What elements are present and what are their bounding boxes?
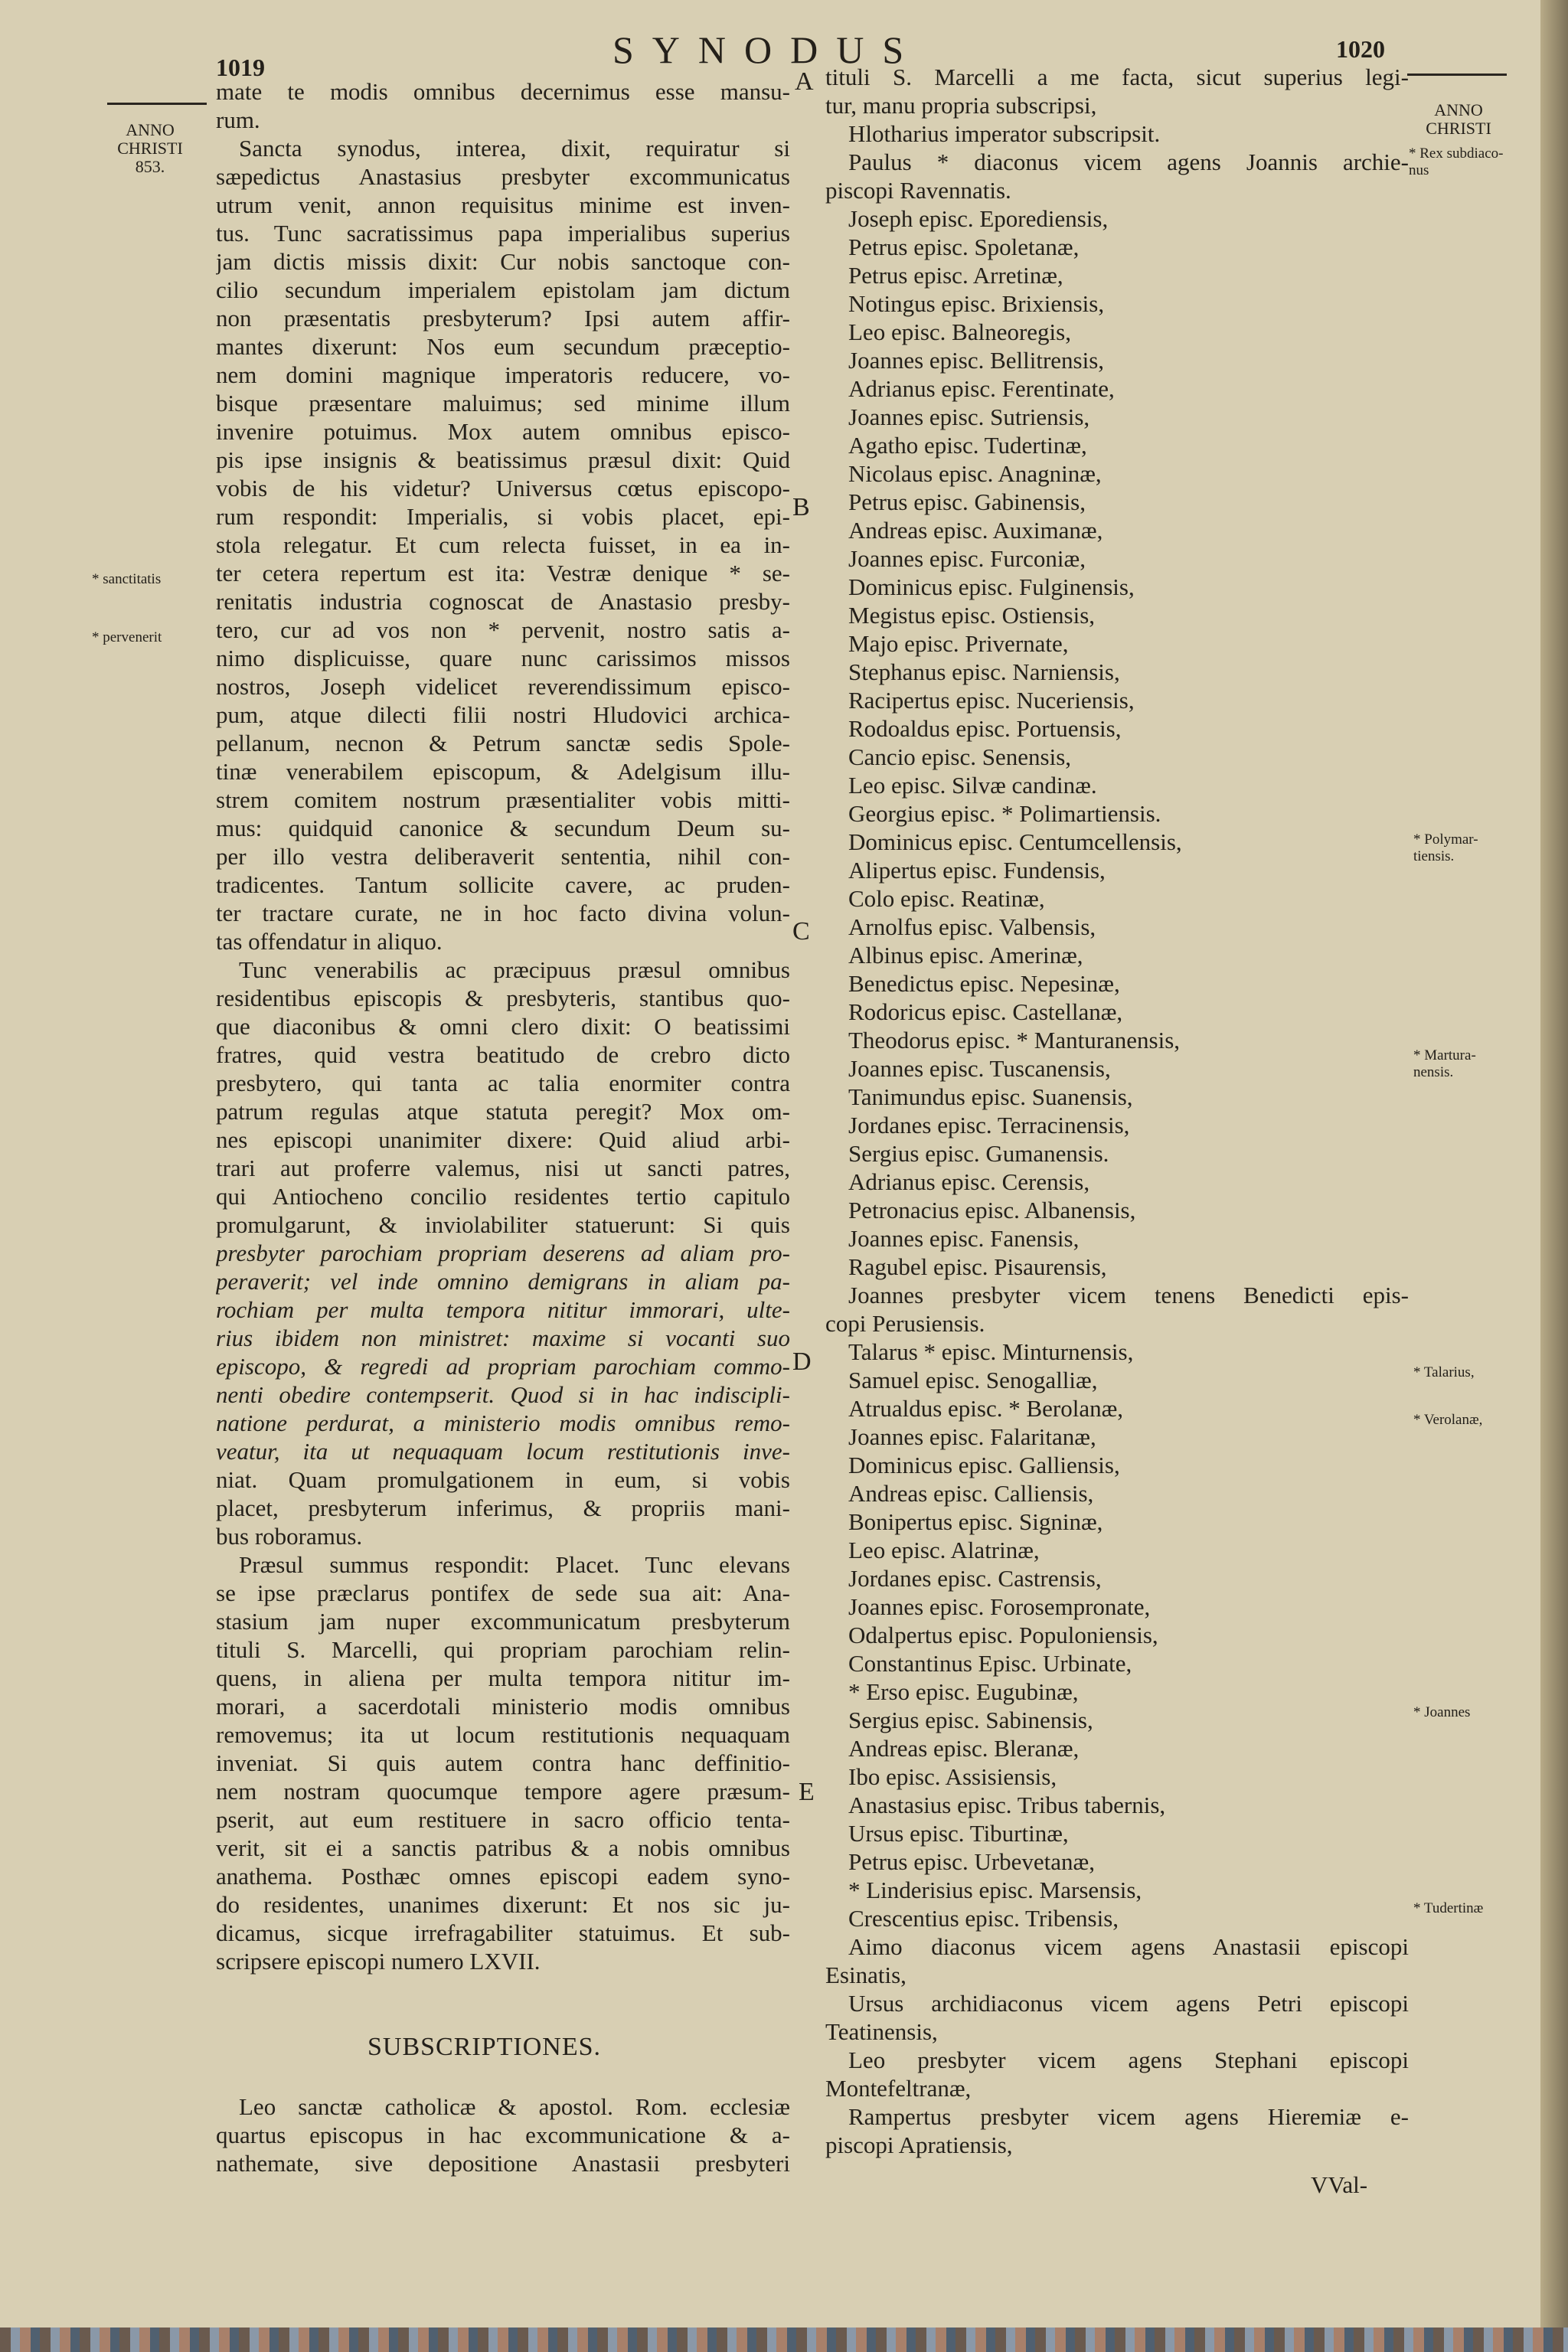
section-mark: E bbox=[799, 1778, 815, 1806]
text-line: piscopi Ravennatis. bbox=[825, 177, 1011, 204]
text-line: mate te modis omnibus decernimus esse mansu- bbox=[216, 78, 790, 105]
text-line: Joseph episc. Eporediensis, bbox=[848, 205, 1109, 232]
text-line: piscopi Apratiensis, bbox=[825, 2132, 1013, 2158]
text-line: non præsentatis presbyterum? Ipsi autem affir- bbox=[216, 305, 790, 332]
text-line: episcopo, & regredi ad propriam parochiam commo- bbox=[216, 1353, 790, 1380]
text-line: Joannes episc. Fanensis, bbox=[848, 1225, 1080, 1252]
section-mark: A bbox=[795, 67, 814, 96]
text-line: ter tractare curate, ne in hoc facto divina volun- bbox=[216, 900, 790, 926]
background-carpet bbox=[0, 2328, 1568, 2352]
text-line: bisque præsentare maluimus; sed minime illum bbox=[216, 390, 790, 416]
margin-note: * Polymar-tiensis. bbox=[1413, 831, 1478, 864]
text-line: Samuel episc. Senogalliæ, bbox=[848, 1367, 1098, 1393]
text-line: anathema. Posthæc omnes episcopi eadem syno- bbox=[216, 1863, 790, 1890]
catchword: VVal- bbox=[1311, 2171, 1368, 2198]
text-line: Albinus episc. Amerinæ, bbox=[848, 942, 1083, 969]
text-line: Stephanus episc. Narniensis, bbox=[848, 658, 1120, 685]
text-line: dicamus, sicque irrefragabiliter statuimus. Et sub- bbox=[216, 1919, 790, 1946]
text-line: patrum regulas atque statuta peregit? Mox om- bbox=[216, 1098, 790, 1125]
text-line: Sancta synodus, interea, dixit, requiratur si bbox=[239, 135, 790, 162]
text-line: tas offendatur in aliquo. bbox=[216, 928, 443, 955]
text-line: niat. Quam promulgationem in eum, si vobis bbox=[216, 1466, 790, 1493]
text-line: presbytero, qui tanta ac talia enormiter contra bbox=[216, 1070, 790, 1096]
section-mark: D bbox=[792, 1348, 812, 1376]
text-line: Jordanes episc. Terracinensis, bbox=[848, 1112, 1130, 1138]
text-line: Jordanes episc. Castrensis, bbox=[848, 1565, 1102, 1592]
text-line: cilio secundum imperialem epistolam jam dictum bbox=[216, 276, 790, 303]
text-line: Anastasius episc. Tribus tabernis, bbox=[848, 1792, 1166, 1818]
text-line: morari, a sacerdotali ministerio modis omnibus bbox=[216, 1693, 790, 1720]
text-line: Joannes episc. Tuscanensis, bbox=[848, 1055, 1111, 1082]
margin-note: * Tudertinæ bbox=[1413, 1900, 1484, 1916]
text-line: que diaconibus & omni clero dixit: O beatissimi bbox=[216, 1013, 790, 1040]
text-line: Majo episc. Privernate, bbox=[848, 630, 1069, 657]
text-line: placet, presbyterum inferimus, & propriis mani- bbox=[216, 1494, 790, 1521]
text-line: Arnolfus episc. Valbensis, bbox=[848, 913, 1096, 940]
text-line: invenire potuimus. Mox autem omnibus episco- bbox=[216, 418, 790, 445]
text-line: fratres, quid vestra beatitudo de crebro dicto bbox=[216, 1041, 790, 1068]
text-line: strem comitem nostrum præsentialiter vobis mitti- bbox=[216, 786, 790, 813]
text-line: pis ipse insignis & beatissimus præsul dixit: Quid bbox=[216, 446, 790, 473]
left-text-column bbox=[216, 77, 790, 1975]
text-line: vobis de his videtur? Universus cœtus episcopo- bbox=[216, 475, 790, 501]
text-line: Odalpertus episc. Populoniensis, bbox=[848, 1622, 1158, 1648]
margin-note: * pervenerit bbox=[92, 629, 162, 645]
text-line: Rampertus presbyter vicem agens Hieremiæ e- bbox=[848, 2103, 1409, 2130]
text-line: veatur, ita ut nequaquam locum restitutionis inve- bbox=[216, 1438, 790, 1465]
text-line: stola relegatur. Et cum relecta fuisset, in ea in- bbox=[216, 531, 790, 558]
text-line: removemus; ita ut locum restitutionis nequaquam bbox=[216, 1721, 790, 1748]
text-line: scripsere episcopi numero LXVII. bbox=[216, 1948, 541, 1975]
text-line: Teatinensis, bbox=[825, 2018, 938, 2045]
text-line: copi Perusiensis. bbox=[825, 1310, 985, 1337]
text-line: nem nostram quocumque tempore agere præsum- bbox=[216, 1778, 790, 1805]
text-line: Ursus archidiaconus vicem agens Petri episcopi bbox=[848, 1990, 1409, 2017]
text-line: Dominicus episc. Fulginensis, bbox=[848, 573, 1135, 600]
margin-note: * Talarius, bbox=[1413, 1364, 1475, 1380]
text-line: Dominicus episc. Centumcellensis, bbox=[848, 828, 1182, 855]
text-line: tinæ venerabilem episcopum, & Adelgisum illu- bbox=[216, 758, 790, 785]
text-line: Leo sanctæ catholicæ & apostol. Rom. ecclesiæ bbox=[239, 2093, 790, 2120]
text-line: rius ibidem non ministret: maxime si vocanti suo bbox=[216, 1325, 790, 1351]
text-line: stasium jam nuper excommunicatum presbyterum bbox=[216, 1608, 790, 1635]
text-line: Andreas episc. Auximanæ, bbox=[848, 517, 1103, 544]
text-line: Aimo diaconus vicem agens Anastasii episcopi bbox=[848, 1933, 1409, 1960]
text-line: Præsul summus respondit: Placet. Tunc elevans bbox=[239, 1551, 790, 1578]
text-line: Joannes episc. Sutriensis, bbox=[848, 403, 1090, 430]
text-line: * Linderisius episc. Marsensis, bbox=[848, 1877, 1142, 1903]
text-line: nenti obedire contempserit. Quod si in hac indiscipli- bbox=[216, 1381, 790, 1408]
text-line: presbyter parochiam propriam deserens ad aliam pro- bbox=[216, 1240, 790, 1266]
text-line: Leo presbyter vicem agens Stephani episcopi bbox=[848, 2047, 1409, 2073]
text-line: mantes dixerunt: Nos eum secundum præceptio- bbox=[216, 333, 790, 360]
text-line: Racipertus episc. Nuceriensis, bbox=[848, 687, 1135, 714]
text-line: promulgarunt, & inviolabiliter statuerunt: Si quis bbox=[216, 1211, 790, 1238]
text-line: Sergius episc. Gumanensis. bbox=[848, 1140, 1109, 1167]
text-line: Dominicus episc. Galliensis, bbox=[848, 1452, 1120, 1478]
text-line: Nicolaus episc. Anagninæ, bbox=[848, 460, 1102, 487]
text-line: tituli S. Marcelli a me facta, sicut superius legi- bbox=[825, 64, 1409, 90]
text-line: tus. Tunc sacratissimus papa imperialibus superius bbox=[216, 220, 790, 247]
section-mark: C bbox=[792, 917, 810, 946]
text-line: bus roboramus. bbox=[216, 1523, 363, 1550]
text-line: per illo vestra deliberaverit sententia, nihil con- bbox=[216, 843, 790, 870]
text-line: Leo episc. Balneoregis, bbox=[848, 318, 1071, 345]
anno-christi-right: ANNO CHRISTI bbox=[1426, 100, 1491, 138]
text-line: * Erso episc. Eugubinæ, bbox=[848, 1678, 1079, 1705]
text-line: sæpedictus Anastasius presbyter excommunicatus bbox=[216, 163, 790, 190]
text-line: Crescentius episc. Tribensis, bbox=[848, 1905, 1119, 1932]
text-line: Cancio episc. Senensis, bbox=[848, 743, 1072, 770]
text-line: Petrus episc. Urbevetanæ, bbox=[848, 1848, 1095, 1875]
margin-note: * sanctitatis bbox=[92, 571, 162, 587]
text-line: Montefeltranæ, bbox=[825, 2075, 972, 2102]
text-line: Leo episc. Silvæ candinæ. bbox=[848, 772, 1097, 799]
text-line: rochiam per multa tempora nititur immorari, ulte- bbox=[216, 1296, 790, 1323]
text-line: se ipse præclarus pontifex de sede sua ait: Ana- bbox=[216, 1579, 790, 1606]
anno-christi-left: ANNO CHRISTI 853. bbox=[117, 120, 183, 176]
text-line: Joannes episc. Bellitrensis, bbox=[848, 347, 1105, 374]
text-line: qui Antiocheno concilio residentes tertio capitulo bbox=[216, 1183, 790, 1210]
text-line: mus: quidquid canonice & secundum Deum su- bbox=[216, 815, 790, 841]
text-line: Petrus episc. Gabinensis, bbox=[848, 488, 1086, 515]
text-line: Ursus episc. Tiburtinæ, bbox=[848, 1820, 1069, 1847]
text-line: jam dictis missis dixit: Cur nobis sanctoque con- bbox=[216, 248, 790, 275]
text-line: Talarus * episc. Minturnensis, bbox=[848, 1338, 1134, 1365]
right-text-column bbox=[825, 63, 1409, 2159]
text-line: Megistus episc. Ostiensis, bbox=[848, 602, 1096, 629]
text-line: pum, atque dilecti filii nostri Hludovici archica- bbox=[216, 701, 790, 728]
text-line: Joannes episc. Furconiæ, bbox=[848, 545, 1086, 572]
text-line: verit, sit ei a sanctis patribus & a nobis omnibus bbox=[216, 1834, 790, 1861]
text-line: Paulus * diaconus vicem agens Joannis archie- bbox=[848, 149, 1409, 175]
subscriptiones-intro bbox=[216, 2092, 790, 2177]
text-line: Colo episc. Reatinæ, bbox=[848, 885, 1045, 912]
header-rule-right bbox=[1407, 74, 1507, 76]
text-line: tur, manu propria subscripsi, bbox=[825, 92, 1097, 119]
text-line: Ibo episc. Assisiensis, bbox=[848, 1763, 1057, 1790]
subscriptiones-heading: SUBSCRIPTIONES. bbox=[368, 2033, 602, 2061]
text-line: renitatis industria cognoscat de Anastasio presby- bbox=[216, 588, 790, 615]
text-line: Georgius episc. * Polimartiensis. bbox=[848, 800, 1161, 827]
text-line: Rodoaldus episc. Portuensis, bbox=[848, 715, 1122, 742]
text-line: pserit, aut eum restituere in sacro officio tenta- bbox=[216, 1806, 790, 1833]
text-line: nimo displicuisse, quare nunc carissimos missos bbox=[216, 645, 790, 671]
text-line: Esinatis, bbox=[825, 1962, 906, 1988]
text-line: nem domini magnique imperatoris reducere, vo- bbox=[216, 361, 790, 388]
text-line: Adrianus episc. Cerensis, bbox=[848, 1168, 1090, 1195]
text-line: Leo episc. Alatrinæ, bbox=[848, 1537, 1040, 1563]
running-title: SYNODUS bbox=[612, 28, 923, 71]
margin-note: * Verolanæ, bbox=[1413, 1412, 1483, 1428]
text-line: Rodoricus episc. Castellanæ, bbox=[848, 998, 1123, 1025]
text-line: quens, in aliena per multa tempora nititur im- bbox=[216, 1664, 790, 1691]
text-line: Andreas episc. Bleranæ, bbox=[848, 1735, 1080, 1762]
text-line: Adrianus episc. Ferentinate, bbox=[848, 375, 1115, 402]
text-line: Ragubel episc. Pisaurensis, bbox=[848, 1253, 1107, 1280]
margin-note: * Rex subdiaco-nus bbox=[1409, 145, 1504, 178]
text-line: Joannes episc. Falaritanæ, bbox=[848, 1423, 1096, 1450]
text-line: tradicentes. Tantum sollicite cavere, ac pruden- bbox=[216, 871, 790, 898]
text-line: do residentes, unanimes dixerunt: Et nos sic ju- bbox=[216, 1891, 790, 1918]
text-line: Andreas episc. Calliensis, bbox=[848, 1480, 1094, 1507]
text-line: nes episcopi unanimiter dixere: Quid aliud arbi- bbox=[216, 1126, 790, 1153]
text-line: Joannes presbyter vicem tenens Benedicti epis- bbox=[848, 1282, 1409, 1308]
text-line: Hlotharius imperator subscripsit. bbox=[848, 120, 1161, 147]
text-line: peraverit; vel inde omnino demigrans in aliam pa- bbox=[216, 1268, 790, 1295]
text-line: Petrus episc. Spoletanæ, bbox=[848, 234, 1080, 260]
text-line: pellanum, necnon & Petrum sanctæ sedis Spole- bbox=[216, 730, 790, 756]
text-line: inveniat. Si quis autem contra hanc deffinitio- bbox=[216, 1749, 790, 1776]
text-line: Petrus episc. Arretinæ, bbox=[848, 262, 1063, 289]
text-line: Alipertus episc. Fundensis, bbox=[848, 857, 1106, 884]
text-line: utrum venit, annon requisitus minime est inven- bbox=[216, 191, 790, 218]
text-line: nathemate, sive depositione Anastasii presbyteri bbox=[216, 2150, 790, 2177]
section-mark: B bbox=[792, 493, 810, 521]
page-number-right: 1020 bbox=[1336, 35, 1385, 63]
text-line: tero, cur ad vos non * pervenit, nostro satis a- bbox=[216, 616, 790, 643]
text-line: tituli S. Marcelli, qui propriam parochiam relin- bbox=[216, 1636, 790, 1663]
text-line: Bonipertus episc. Signinæ, bbox=[848, 1508, 1103, 1535]
book-spine bbox=[1540, 0, 1568, 2328]
text-line: Joannes episc. Forosempronate, bbox=[848, 1593, 1151, 1620]
text-line: Atrualdus episc. * Berolanæ, bbox=[848, 1395, 1124, 1422]
text-line: rum. bbox=[216, 106, 260, 133]
text-line: nostros, Joseph videlicet reverendissimum episco- bbox=[216, 673, 790, 700]
text-line: Notingus episc. Brixiensis, bbox=[848, 290, 1105, 317]
margin-note: * Martura-nensis. bbox=[1413, 1047, 1476, 1080]
header-rule-left bbox=[107, 103, 207, 105]
page-number-left: 1019 bbox=[216, 54, 265, 81]
text-line: Petronacius episc. Albanensis, bbox=[848, 1197, 1136, 1223]
text-line: trari aut proferre valemus, nisi ut sancti patres, bbox=[216, 1155, 790, 1181]
text-line: natione perdurat, a ministerio modis omnibus remo- bbox=[216, 1410, 790, 1436]
text-line: residentibus episcopis & presbyteris, stantibus quo- bbox=[216, 985, 790, 1011]
text-line: Sergius episc. Sabinensis, bbox=[848, 1707, 1093, 1733]
text-line: Tanimundus episc. Suanensis, bbox=[848, 1083, 1133, 1110]
text-line: Constantinus Episc. Urbinate, bbox=[848, 1650, 1132, 1677]
text-line: Benedictus episc. Nepesinæ, bbox=[848, 970, 1120, 997]
margin-note: * Joannes bbox=[1413, 1704, 1471, 1720]
text-line: Theodorus episc. * Manturanensis, bbox=[848, 1027, 1181, 1054]
text-line: quartus episcopus in hac excommunicatione & a- bbox=[216, 2122, 790, 2148]
text-line: Tunc venerabilis ac præcipuus præsul omnibus bbox=[239, 956, 790, 983]
text-line: Agatho episc. Tudertinæ, bbox=[848, 432, 1087, 459]
text-line: rum respondit: Imperialis, si vobis placet, epi- bbox=[216, 503, 790, 530]
text-line: ter cetera repertum est ita: Vestræ denique * se- bbox=[216, 560, 790, 586]
